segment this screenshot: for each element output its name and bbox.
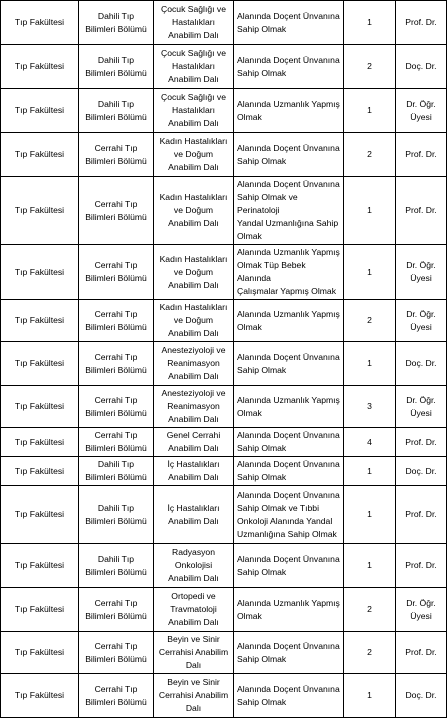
department-cell-text: Cerrahi Tıp Bilimleri Bölümü [85, 198, 147, 222]
count-cell-text: 1 [367, 509, 372, 519]
department-cell-text: Dahili Tıp Bilimleri Bölümü [85, 459, 147, 482]
title-cell-text: Dr. Öğr. Üyesi [406, 260, 436, 283]
faculty-cell-text: Tıp Fakültesi [14, 358, 65, 368]
title-cell-text: Doç. Dr. [405, 690, 437, 700]
department-cell [79, 133, 154, 177]
requirement-cell [234, 457, 344, 486]
unit-cell [154, 45, 234, 89]
count-cell-text: 1 [367, 560, 372, 570]
unit-cell [154, 300, 234, 342]
faculty-cell-text: Tıp Fakültesi [14, 604, 65, 614]
table-row [1, 544, 447, 588]
table-row [1, 457, 447, 486]
department-cell [79, 45, 154, 89]
department-cell [79, 544, 154, 588]
department-cell-text: Cerrahi Tıp Bilimleri Bölümü [85, 683, 147, 707]
count-cell-text: 2 [367, 315, 372, 325]
department-cell [79, 632, 154, 674]
table-row [1, 342, 447, 386]
department-cell-text: Cerrahi Tıp Bilimleri Bölümü [85, 640, 147, 664]
count-cell-text: 1 [367, 690, 372, 700]
department-cell-text: Dahili Tıp Bilimleri Bölümü [85, 54, 147, 78]
department-cell-text: Cerrahi Tıp Bilimleri Bölümü [85, 430, 147, 453]
unit-cell-text: Çocuk Sağlığı ve Hastalıkları Anabilim Dalı [161, 48, 226, 84]
department-cell-text: Cerrahi Tıp Bilimleri Bölümü [85, 260, 147, 283]
count-cell [344, 45, 396, 89]
department-cell-text: Dahili Tıp Bilimleri Bölümü [85, 553, 147, 577]
requirement-cell-text: Alanında Doçent Ünvanına Sahip Olmak [237, 10, 340, 34]
title-cell [396, 45, 447, 89]
title-cell-text: Dr. Öğr. Üyesi [406, 98, 436, 122]
count-cell-text: 1 [367, 266, 372, 277]
table-row [1, 133, 447, 177]
faculty-cell [1, 133, 79, 177]
positions-table-body [1, 1, 447, 718]
title-cell [396, 674, 447, 718]
faculty-cell-text: Tıp Fakültesi [14, 560, 65, 570]
title-cell-text: Dr. Öğr. Üyesi [406, 597, 436, 621]
unit-cell [154, 386, 234, 428]
unit-cell [154, 342, 234, 386]
title-cell-text: Prof. Dr. [405, 436, 437, 447]
count-cell-text: 1 [367, 17, 372, 27]
requirement-cell [234, 342, 344, 386]
faculty-cell-text: Tıp Fakültesi [14, 205, 65, 215]
count-cell [344, 89, 396, 133]
title-cell [396, 486, 447, 544]
count-cell [344, 674, 396, 718]
count-cell-text: 3 [367, 401, 372, 411]
table-row [1, 1, 447, 45]
table-row [1, 300, 447, 342]
title-cell [396, 245, 447, 300]
faculty-cell [1, 342, 79, 386]
faculty-cell [1, 45, 79, 89]
count-cell [344, 544, 396, 588]
faculty-cell [1, 177, 79, 245]
count-cell-text: 1 [367, 205, 372, 215]
faculty-cell-text: Tıp Fakültesi [14, 647, 65, 657]
requirement-cell-text: Alanında Doçent Ünvanına Sahip Olmak ve Perinatoloji Yandal Uzmanlığına Sahip Olmak [237, 179, 340, 241]
requirement-cell-text: Alanında Uzmanlık Yapmış Olmak Tüp Bebek Alanında Çalışmalar Yapmış Olmak [237, 247, 340, 296]
faculty-cell [1, 588, 79, 632]
faculty-cell-text: Tıp Fakültesi [14, 266, 65, 277]
count-cell [344, 342, 396, 386]
unit-cell [154, 486, 234, 544]
department-cell-text: Dahili Tıp Bilimleri Bölümü [85, 10, 147, 34]
department-cell [79, 89, 154, 133]
count-cell-text: 2 [367, 149, 372, 159]
title-cell-text: Dr. Öğr. Üyesi [406, 308, 436, 332]
unit-cell [154, 1, 234, 45]
requirement-cell [234, 45, 344, 89]
count-cell [344, 588, 396, 632]
department-cell [79, 1, 154, 45]
table-row [1, 45, 447, 89]
count-cell [344, 245, 396, 300]
requirement-cell-text: Alanında Doçent Ünvanına Sahip Olmak [237, 683, 340, 707]
unit-cell-text: Anesteziyoloji ve Reanimasyon Anabilim Dalı [161, 345, 226, 381]
requirement-cell [234, 245, 344, 300]
requirement-cell [234, 133, 344, 177]
title-cell [396, 89, 447, 133]
requirement-cell-text: Alanında Doçent Ünvanına Sahip Olmak [237, 142, 340, 166]
department-cell-text: Cerrahi Tıp Bilimleri Bölümü [85, 351, 147, 375]
count-cell [344, 428, 396, 457]
title-cell [396, 177, 447, 245]
faculty-cell [1, 89, 79, 133]
table-row [1, 588, 447, 632]
faculty-cell-text: Tıp Fakültesi [14, 436, 65, 447]
table-row [1, 428, 447, 457]
unit-cell-text: Ortopedi ve Travmatoloji Anabilim Dalı [168, 591, 219, 627]
table-row [1, 89, 447, 133]
requirement-cell [234, 486, 344, 544]
title-cell [396, 544, 447, 588]
requirement-cell-text: Alanında Doçent Ünvanına Sahip Olmak [237, 430, 340, 453]
title-cell-text: Prof. Dr. [405, 17, 437, 27]
requirement-cell-text: Alanında Uzmanlık Yapmış Olmak [237, 597, 340, 621]
table-row [1, 177, 447, 245]
department-cell-text: Cerrahi Tıp Bilimleri Bölümü [85, 308, 147, 332]
department-cell [79, 428, 154, 457]
unit-cell [154, 133, 234, 177]
unit-cell-text: Anesteziyoloji ve Reanimasyon Anabilim Dalı [161, 388, 226, 424]
title-cell-text: Prof. Dr. [405, 205, 437, 215]
requirement-cell [234, 632, 344, 674]
unit-cell-text: Genel Cerrahi Anabilim Dalı [166, 430, 221, 453]
title-cell [396, 457, 447, 486]
table-row [1, 245, 447, 300]
unit-cell-text: Kadın Hastalıkları ve Doğum Anabilim Dalı [159, 253, 228, 290]
department-cell-text: Cerrahi Tıp Bilimleri Bölümü [85, 394, 147, 418]
requirement-cell-text: Alanında Doçent Ünvanına Sahip Olmak [237, 459, 340, 482]
requirement-cell-text: Alanında Uzmanlık Yapmış Olmak [237, 98, 340, 122]
unit-cell-text: Radyasyon Onkolojisi Anabilim Dalı [168, 547, 219, 583]
unit-cell [154, 632, 234, 674]
table-row [1, 386, 447, 428]
unit-cell [154, 544, 234, 588]
faculty-cell [1, 457, 79, 486]
faculty-cell [1, 386, 79, 428]
requirement-cell [234, 674, 344, 718]
faculty-cell [1, 632, 79, 674]
requirement-cell-text: Alanında Uzmanlık Yapmış Olmak [237, 308, 340, 332]
department-cell [79, 386, 154, 428]
unit-cell [154, 89, 234, 133]
faculty-cell-text: Tıp Fakültesi [14, 465, 65, 476]
count-cell-text: 2 [367, 61, 372, 71]
faculty-cell [1, 300, 79, 342]
department-cell [79, 674, 154, 718]
department-cell [79, 486, 154, 544]
title-cell [396, 342, 447, 386]
requirement-cell-text: Alanında Uzmanlık Yapmış Olmak [237, 394, 340, 418]
title-cell-text: Dr. Öğr. Üyesi [406, 394, 436, 418]
requirement-cell-text: Alanında Doçent Ünvanına Sahip Olmak [237, 553, 340, 577]
title-cell-text: Prof. Dr. [405, 560, 437, 570]
unit-cell-text: Beyin ve Sinir Cerrahisi Anabilim Dalı [158, 677, 229, 713]
title-cell-text: Prof. Dr. [405, 509, 437, 519]
unit-cell [154, 245, 234, 300]
title-cell [396, 1, 447, 45]
requirement-cell [234, 177, 344, 245]
title-cell [396, 133, 447, 177]
requirement-cell [234, 300, 344, 342]
count-cell [344, 457, 396, 486]
requirement-cell-text: Alanında Doçent Ünvanına Sahip Olmak ve Tıbbi Onkoloji Alanında Yandal Uzmanlığına Sahip Olmak [237, 489, 340, 539]
faculty-cell [1, 245, 79, 300]
department-cell-text: Dahili Tıp Bilimleri Bölümü [85, 98, 147, 122]
unit-cell [154, 674, 234, 718]
requirement-cell [234, 428, 344, 457]
unit-cell-text: Beyin ve Sinir Cerrahisi Anabilim Dalı [158, 634, 229, 670]
unit-cell-text: Çocuk Sağlığı ve Hastalıkları Anabilim Dalı [161, 92, 226, 128]
faculty-cell [1, 544, 79, 588]
unit-cell [154, 588, 234, 632]
table-row [1, 486, 447, 544]
count-cell [344, 300, 396, 342]
requirement-cell [234, 386, 344, 428]
requirement-cell [234, 1, 344, 45]
count-cell-text: 4 [367, 436, 372, 447]
count-cell [344, 1, 396, 45]
table-row [1, 632, 447, 674]
count-cell-text: 2 [367, 647, 372, 657]
count-cell-text: 1 [367, 358, 372, 368]
faculty-cell-text: Tıp Fakültesi [14, 61, 65, 71]
requirement-cell-text: Alanında Doçent Ünvanına Sahip Olmak [237, 351, 340, 375]
requirement-cell-text: Alanında Doçent Ünvanına Sahip Olmak [237, 54, 340, 78]
department-cell [79, 342, 154, 386]
requirement-cell-text: Alanında Doçent Ünvanına Sahip Olmak [237, 640, 340, 664]
department-cell [79, 300, 154, 342]
count-cell-text: 1 [367, 105, 372, 115]
faculty-cell-text: Tıp Fakültesi [14, 690, 65, 700]
count-cell-text: 1 [367, 465, 372, 476]
faculty-cell-text: Tıp Fakültesi [14, 105, 65, 115]
unit-cell [154, 428, 234, 457]
count-cell [344, 133, 396, 177]
faculty-cell [1, 486, 79, 544]
department-cell-text: Cerrahi Tıp Bilimleri Bölümü [85, 142, 147, 166]
count-cell [344, 386, 396, 428]
unit-cell-text: Kadın Hastalıkları ve Doğum Anabilim Dalı [159, 136, 228, 172]
faculty-cell-text: Tıp Fakültesi [14, 401, 65, 411]
title-cell-text: Prof. Dr. [405, 647, 437, 657]
count-cell [344, 486, 396, 544]
title-cell-text: Doç. Dr. [405, 358, 437, 368]
table-row [1, 674, 447, 718]
faculty-cell [1, 428, 79, 457]
count-cell [344, 177, 396, 245]
unit-cell [154, 457, 234, 486]
title-cell [396, 300, 447, 342]
unit-cell [154, 177, 234, 245]
unit-cell-text: İç Hastalıkları Anabilim Dalı [167, 459, 220, 482]
faculty-cell [1, 674, 79, 718]
department-cell [79, 588, 154, 632]
faculty-cell-text: Tıp Fakültesi [14, 509, 65, 519]
title-cell [396, 632, 447, 674]
department-cell-text: Dahili Tıp Bilimleri Bölümü [85, 502, 147, 526]
department-cell [79, 177, 154, 245]
requirement-cell [234, 89, 344, 133]
title-cell-text: Doç. Dr. [405, 61, 437, 71]
faculty-cell-text: Tıp Fakültesi [14, 17, 65, 27]
unit-cell-text: Çocuk Sağlığı ve Hastalıkları Anabilim Dalı [161, 4, 226, 40]
faculty-cell [1, 1, 79, 45]
requirement-cell [234, 544, 344, 588]
title-cell-text: Doç. Dr. [405, 465, 437, 476]
title-cell [396, 588, 447, 632]
count-cell [344, 632, 396, 674]
faculty-cell-text: Tıp Fakültesi [14, 315, 65, 325]
unit-cell-text: İç Hastalıkları Anabilim Dalı [167, 502, 220, 526]
unit-cell-text: Kadın Hastalıkları ve Doğum Anabilim Dalı [159, 192, 228, 228]
requirement-cell [234, 588, 344, 632]
count-cell-text: 2 [367, 604, 372, 614]
title-cell-text: Prof. Dr. [405, 149, 437, 159]
unit-cell-text: Kadın Hastalıkları ve Doğum Anabilim Dalı [159, 302, 228, 338]
title-cell [396, 428, 447, 457]
department-cell-text: Cerrahi Tıp Bilimleri Bölümü [85, 597, 147, 621]
department-cell [79, 245, 154, 300]
faculty-cell-text: Tıp Fakültesi [14, 149, 65, 159]
department-cell [79, 457, 154, 486]
title-cell [396, 386, 447, 428]
